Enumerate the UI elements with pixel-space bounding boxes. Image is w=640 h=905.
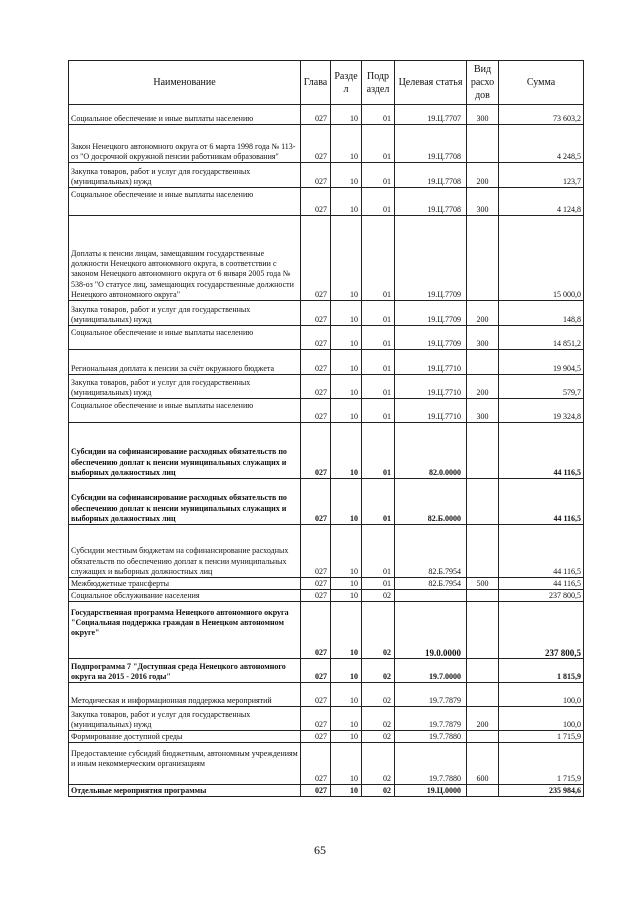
budget-table <box>68 60 584 797</box>
row-sum: 44 116,5 <box>499 578 584 590</box>
row-podrazdel: 01 <box>362 301 395 326</box>
page-number: 65 <box>314 843 326 857</box>
row-razdel: 10 <box>331 578 362 590</box>
table-row <box>69 659 584 683</box>
table-row <box>69 350 584 375</box>
row-glava: 027 <box>301 375 331 399</box>
row-sum: 19 324,8 <box>499 399 584 423</box>
table-row <box>69 423 584 479</box>
row-vid: 300 <box>467 105 499 125</box>
row-podrazdel: 02 <box>362 659 395 683</box>
table-row <box>69 375 584 399</box>
row-target: 82.0.0000 <box>395 423 467 479</box>
row-name: Региональная доплата к пенсии за счёт окружного бюджета <box>69 350 301 375</box>
row-vid <box>467 479 499 525</box>
row-vid <box>467 683 499 707</box>
row-podrazdel: 02 <box>362 785 395 797</box>
row-name: Закупка товаров, работ и услуг для государственных (муниципальных) нужд <box>69 163 301 188</box>
row-razdel: 10 <box>331 423 362 479</box>
row-glava: 027 <box>301 326 331 350</box>
row-razdel: 10 <box>331 479 362 525</box>
row-name: Субсидии на софинансирование расходных обязательств по обеспечению доплат к пенсии муниципальных служащих и выборных должностных лиц <box>69 479 301 525</box>
row-sum: 14 851,2 <box>499 326 584 350</box>
table-row <box>69 590 584 602</box>
row-sum: 100,0 <box>499 707 584 731</box>
row-razdel: 10 <box>331 163 362 188</box>
table-row <box>69 125 584 163</box>
row-razdel: 10 <box>331 602 362 659</box>
row-vid: 200 <box>467 375 499 399</box>
row-sum: 123,7 <box>499 163 584 188</box>
row-podrazdel: 01 <box>362 423 395 479</box>
row-target: 19.Ц.0000 <box>395 785 467 797</box>
row-razdel: 10 <box>331 683 362 707</box>
table-row <box>69 216 584 301</box>
row-target: 82.Б.7954 <box>395 578 467 590</box>
row-razdel: 10 <box>331 105 362 125</box>
row-sum: 237 800,5 <box>499 602 584 659</box>
row-glava: 027 <box>301 188 331 216</box>
row-podrazdel: 02 <box>362 707 395 731</box>
row-name: Социальное обеспечение и иные выплаты населению <box>69 326 301 350</box>
row-target: 19.0.0000 <box>395 602 467 659</box>
table-row <box>69 743 584 785</box>
row-podrazdel: 01 <box>362 578 395 590</box>
row-razdel: 10 <box>331 188 362 216</box>
row-podrazdel: 01 <box>362 188 395 216</box>
row-razdel: 10 <box>331 525 362 578</box>
table-row <box>69 163 584 188</box>
row-glava: 027 <box>301 301 331 326</box>
row-vid <box>467 350 499 375</box>
row-glava: 027 <box>301 785 331 797</box>
row-target: 19.Ц.7710 <box>395 399 467 423</box>
table-row <box>69 326 584 350</box>
row-name: Предоставление субсидий бюджетным, автономным учреждениям и иным некоммерческим организациям <box>69 743 301 785</box>
row-sum: 73 603,2 <box>499 105 584 125</box>
row-name: Межбюджетные трансферты <box>69 578 301 590</box>
row-podrazdel: 02 <box>362 731 395 743</box>
row-target: 19.Ц.7710 <box>395 350 467 375</box>
row-name: Формирование доступной среды <box>69 731 301 743</box>
row-razdel: 10 <box>331 350 362 375</box>
row-podrazdel: 02 <box>362 743 395 785</box>
header-row <box>69 61 584 105</box>
row-glava: 027 <box>301 525 331 578</box>
row-name: Субсидии местным бюджетам на софинансирование расходных обязательств по обеспечению доплат к пенсии муниципальных служащих и выборных должностных лиц <box>69 525 301 578</box>
row-razdel: 10 <box>331 590 362 602</box>
row-vid: 200 <box>467 707 499 731</box>
row-vid <box>467 216 499 301</box>
row-sum: 235 984,6 <box>499 785 584 797</box>
header-vid: Вид расхо дов <box>467 61 499 105</box>
row-name: Закупка товаров, работ и услуг для государственных (муниципальных) нужд <box>69 707 301 731</box>
row-glava: 027 <box>301 479 331 525</box>
row-podrazdel: 01 <box>362 216 395 301</box>
header-razdel: Разде л <box>331 61 362 105</box>
row-name: Закон Ненецкого автономного округа от 6 марта 1998 года № 113-оз "О досрочной окружной пенсии работникам образования" <box>69 125 301 163</box>
row-sum: 148,8 <box>499 301 584 326</box>
row-podrazdel: 01 <box>362 399 395 423</box>
row-glava: 027 <box>301 216 331 301</box>
row-target: 19.7.7880 <box>395 731 467 743</box>
row-vid: 300 <box>467 326 499 350</box>
row-sum: 100,0 <box>499 683 584 707</box>
row-glava: 027 <box>301 707 331 731</box>
row-sum: 1 815,9 <box>499 659 584 683</box>
row-name: Социальное обеспечение и иные выплаты населению <box>69 105 301 125</box>
table-row <box>69 105 584 125</box>
row-sum: 4 248,5 <box>499 125 584 163</box>
row-podrazdel: 01 <box>362 525 395 578</box>
row-podrazdel: 01 <box>362 105 395 125</box>
row-podrazdel: 01 <box>362 125 395 163</box>
row-razdel: 10 <box>331 743 362 785</box>
table-row <box>69 479 584 525</box>
row-podrazdel: 01 <box>362 479 395 525</box>
table-row <box>69 188 584 216</box>
row-glava: 027 <box>301 578 331 590</box>
row-razdel: 10 <box>331 399 362 423</box>
row-razdel: 10 <box>331 216 362 301</box>
row-sum: 4 124,8 <box>499 188 584 216</box>
row-target: 19.Ц.7709 <box>395 301 467 326</box>
row-name: Государственная программа Ненецкого автономного округа "Социальная поддержка граждан в Ненецком автономном округе" <box>69 602 301 659</box>
table-row <box>69 525 584 578</box>
row-name: Социальное обслуживание населения <box>69 590 301 602</box>
row-razdel: 10 <box>331 785 362 797</box>
table-row <box>69 785 584 797</box>
row-name: Закупка товаров, работ и услуг для государственных (муниципальных) нужд <box>69 301 301 326</box>
row-razdel: 10 <box>331 731 362 743</box>
row-vid <box>467 525 499 578</box>
row-glava: 027 <box>301 350 331 375</box>
row-target: 19.Ц.7709 <box>395 326 467 350</box>
row-target: 19.Ц.7709 <box>395 216 467 301</box>
row-podrazdel: 01 <box>362 375 395 399</box>
row-sum: 44 116,5 <box>499 479 584 525</box>
row-vid: 600 <box>467 743 499 785</box>
row-sum: 19 904,5 <box>499 350 584 375</box>
row-target: 19.7.7880 <box>395 743 467 785</box>
row-sum: 579,7 <box>499 375 584 399</box>
row-vid <box>467 125 499 163</box>
row-vid: 200 <box>467 163 499 188</box>
row-razdel: 10 <box>331 125 362 163</box>
row-vid <box>467 731 499 743</box>
header-name: Наименование <box>69 61 301 105</box>
row-vid: 200 <box>467 301 499 326</box>
row-sum: 237 800,5 <box>499 590 584 602</box>
header-target: Целевая статья <box>395 61 467 105</box>
row-target: 19.Ц.7708 <box>395 163 467 188</box>
row-sum: 1 715,9 <box>499 743 584 785</box>
row-vid <box>467 590 499 602</box>
row-vid <box>467 423 499 479</box>
table-row <box>69 399 584 423</box>
row-razdel: 10 <box>331 375 362 399</box>
row-sum: 1 715,9 <box>499 731 584 743</box>
row-vid <box>467 785 499 797</box>
row-podrazdel: 01 <box>362 163 395 188</box>
row-name: Методическая и информационная поддержка мероприятий <box>69 683 301 707</box>
row-vid: 500 <box>467 578 499 590</box>
row-vid: 300 <box>467 188 499 216</box>
row-target: 19.7.7879 <box>395 683 467 707</box>
row-sum: 44 116,5 <box>499 423 584 479</box>
row-target: 19.Ц.7707 <box>395 105 467 125</box>
row-target: 82.Б.7954 <box>395 525 467 578</box>
row-glava: 027 <box>301 743 331 785</box>
row-vid: 300 <box>467 399 499 423</box>
table-row <box>69 578 584 590</box>
row-sum: 15 000,0 <box>499 216 584 301</box>
row-glava: 027 <box>301 659 331 683</box>
row-vid <box>467 659 499 683</box>
row-glava: 027 <box>301 423 331 479</box>
row-name: Отдельные мероприятия программы <box>69 785 301 797</box>
table-row <box>69 602 584 659</box>
row-name: Социальное обеспечение и иные выплаты населению <box>69 399 301 423</box>
row-podrazdel: 02 <box>362 590 395 602</box>
header-sum: Сумма <box>499 61 584 105</box>
row-podrazdel: 02 <box>362 683 395 707</box>
header-glava: Глава <box>301 61 331 105</box>
row-target: 19.7.7879 <box>395 707 467 731</box>
table-row <box>69 301 584 326</box>
row-glava: 027 <box>301 105 331 125</box>
table-row <box>69 731 584 743</box>
row-podrazdel: 01 <box>362 326 395 350</box>
row-razdel: 10 <box>331 707 362 731</box>
row-name: Доплаты к пенсии лицам, замещавшим государственные должности Ненецкого автономного округа, в соответствии с законом Ненецкого автономного округа от 6 января 2005 года № 538-оз "О статусе лиц, замещающих государственные должности Ненецкого автономного округа" <box>69 216 301 301</box>
table-row <box>69 683 584 707</box>
row-name: Закупка товаров, работ и услуг для государственных (муниципальных) нужд <box>69 375 301 399</box>
row-target: 19.Ц.7710 <box>395 375 467 399</box>
row-name: Подпрограмма 7 "Доступная среда Ненецкого автономного округа на 2015 - 2016 годы" <box>69 659 301 683</box>
row-podrazdel: 02 <box>362 602 395 659</box>
row-sum: 44 116,5 <box>499 525 584 578</box>
row-target: 19.Ц.7708 <box>395 188 467 216</box>
row-razdel: 10 <box>331 326 362 350</box>
row-target: 82.Б.0000 <box>395 479 467 525</box>
row-glava: 027 <box>301 731 331 743</box>
row-target: 19.Ц.7708 <box>395 125 467 163</box>
row-name: Субсидии на софинансирование расходных обязательств по обеспечению доплат к пенсии муниципальных служащих и выборных должностных лиц <box>69 423 301 479</box>
row-target <box>395 590 467 602</box>
row-glava: 027 <box>301 590 331 602</box>
row-vid <box>467 602 499 659</box>
row-glava: 027 <box>301 399 331 423</box>
row-glava: 027 <box>301 683 331 707</box>
row-razdel: 10 <box>331 301 362 326</box>
table-row <box>69 707 584 731</box>
header-podrazdel: Подр аздел <box>362 61 395 105</box>
row-glava: 027 <box>301 602 331 659</box>
row-target: 19.7.0000 <box>395 659 467 683</box>
row-glava: 027 <box>301 163 331 188</box>
row-name: Социальное обеспечение и иные выплаты населению <box>69 188 301 216</box>
row-podrazdel: 01 <box>362 350 395 375</box>
row-glava: 027 <box>301 125 331 163</box>
row-razdel: 10 <box>331 659 362 683</box>
